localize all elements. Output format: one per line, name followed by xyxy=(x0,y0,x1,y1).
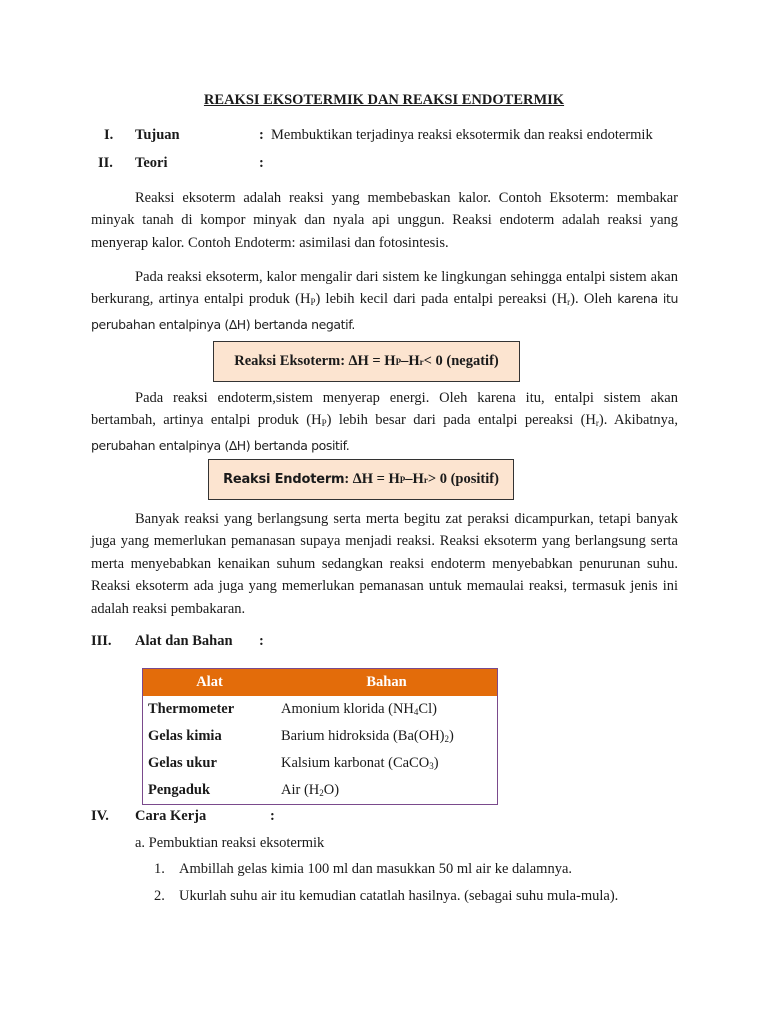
p2-text-a: Pada reaksi eksoterm, kalor mengalir dari sistem ke lingkungan sehingga entalpi sistem akan berkurang, artinya entalpi produk (H xyxy=(91,269,678,308)
section-colon-tujuan: : xyxy=(259,127,264,143)
cara-subsection-a: a. Pembuktian reaksi eksotermik xyxy=(135,835,325,851)
bahan-sub: 2 xyxy=(319,788,324,798)
formula2-sub-r: r xyxy=(423,474,428,485)
section-label-cara: Cara Kerja xyxy=(135,808,207,824)
section-number-cara: IV. xyxy=(91,808,109,824)
p3-sub-p: P xyxy=(321,418,327,429)
section-label-alat: Alat dan Bahan xyxy=(135,633,233,649)
bahan-sub: 4 xyxy=(413,707,419,717)
step-text-2: Ukurlah suhu air itu kemudian catatlah hasilnya. (sebagai suhu mula-mula). xyxy=(179,888,619,904)
p2-text-sans: karena itu perubahan entalpinya (∆H) bertanda negatif. xyxy=(91,291,679,332)
table-cell-alat: Thermometer xyxy=(148,701,235,717)
p3-sub-r: r xyxy=(595,418,599,429)
formula2-text-b: –H xyxy=(405,471,424,487)
formula2-text-pre: Reaksi Endoterm xyxy=(223,472,345,487)
formula-box-endoterm xyxy=(208,459,514,500)
bahan-text: Barium hidroksida (Ba(OH) xyxy=(281,728,445,744)
p2-sub-p: P xyxy=(310,297,316,308)
teori-paragraph-3 xyxy=(91,387,678,457)
formula1-text-b: –H xyxy=(401,353,420,369)
section-number-alat: III. xyxy=(91,633,112,649)
section-number-tujuan: I. xyxy=(104,127,114,143)
bahan-text: Kalsium karbonat (CaCO xyxy=(281,755,430,771)
table-cell-bahan xyxy=(276,750,498,777)
p3-text-c: ). Akibatnya, xyxy=(598,412,678,429)
formula2-text-c: > 0 (positif) xyxy=(427,471,499,487)
formula1-sub-p: P xyxy=(395,356,402,367)
bahan-text-end: ) xyxy=(449,728,454,744)
table-header-alat: Alat xyxy=(143,669,277,697)
table-cell-alat: Gelas ukur xyxy=(148,755,217,771)
formula1-sub-r: r xyxy=(419,356,424,367)
bahan-text-end: Cl) xyxy=(418,701,437,717)
alat-bahan-table xyxy=(142,668,498,805)
section-label-teori: Teori xyxy=(135,155,168,171)
step-number-2: 2. xyxy=(154,888,165,904)
table-row xyxy=(143,723,498,750)
p2-text-b: ) lebih kecil dari pada entalpi pereaksi (H xyxy=(315,291,568,308)
bahan-sub: 2 xyxy=(444,734,449,744)
table-row xyxy=(143,777,498,805)
teori-paragraph-4: Banyak reaksi yang berlangsung serta merta begitu zat peraksi dicampurkan, tetapi banyak juga yang memerlukan pemanasan supaya menjadi reaksi. Reaksi eksoterm yang berlangsung serta merta menyebabkan kenaikan suhum sedangkan reaksi endoterm menyebabkan penurunan suhu. Reaksi eksoterm ada juga yang memerlukan pemanasan untuk memaulai reaksi, termasuk jenis ini adalah reaksi pembakaran. xyxy=(91,511,678,617)
table-header-row xyxy=(143,669,498,697)
bahan-text: Amonium klorida (NH xyxy=(281,701,414,717)
formula1-text-a: Reaksi Eksoterm: ∆H = H xyxy=(234,353,396,369)
formula2-sub-p: P xyxy=(399,474,406,485)
bahan-sub: 3 xyxy=(429,761,434,771)
table-cell-bahan xyxy=(276,723,498,750)
step-number-1: 1. xyxy=(154,861,165,877)
p2-text-c: ). Oleh xyxy=(570,291,618,308)
p3-text-sans: perubahan entalpinya (∆H) bertanda positif. xyxy=(91,437,350,453)
table-cell-alat: Pengaduk xyxy=(148,782,211,798)
section-number-teori: II. xyxy=(98,155,113,171)
formula1-text-c: < 0 (negatif) xyxy=(423,353,499,369)
table-row xyxy=(143,750,498,777)
section-colon-alat: : xyxy=(259,633,264,649)
formula-box-eksoterm xyxy=(213,341,520,382)
page-title: REAKSI EKSOTERMIK DAN REAKSI ENDOTERMIK xyxy=(203,92,565,108)
formula2-text-a: : ∆H = H xyxy=(344,471,400,487)
section-colon-teori: : xyxy=(259,155,264,171)
teori-paragraph-1: Reaksi eksoterm adalah reaksi yang membebaskan kalor. Contoh Eksoterm: membakar minyak tanah di kompor minyak dan nyala api unggun. Reaksi endoterm adalah reaksi yang menyerap kalor. Contoh Endoterm: asimilasi dan fotosintesis. xyxy=(91,190,678,251)
bahan-text-end: ) xyxy=(433,755,439,771)
p3-text-b: ) lebih besar dari pada entalpi pereaksi (H xyxy=(326,412,596,429)
section-colon-cara: : xyxy=(270,808,275,824)
table-row xyxy=(143,696,498,723)
table-cell-alat: Gelas kimia xyxy=(148,728,222,744)
step-text-1: Ambillah gelas kimia 100 ml dan masukkan 50 ml air ke dalamnya. xyxy=(179,861,573,877)
bahan-text-end: O) xyxy=(323,782,340,798)
tujuan-text: Membuktikan terjadinya reaksi eksotermik dan reaksi endotermik xyxy=(271,127,653,143)
bahan-text: Air (H xyxy=(281,782,320,798)
p3-text-a: Pada reaksi endoterm,sistem menyerap energi. Oleh karena itu, entalpi sistem akan bertambah, artinya entalpi produk (H xyxy=(91,390,678,429)
table-cell-bahan xyxy=(276,777,498,805)
teori-paragraph-2 xyxy=(91,266,678,336)
table-cell-bahan xyxy=(276,696,498,723)
p2-sub-r: r xyxy=(567,297,571,308)
table-header-bahan: Bahan xyxy=(276,669,498,697)
section-label-tujuan: Tujuan xyxy=(135,127,180,143)
